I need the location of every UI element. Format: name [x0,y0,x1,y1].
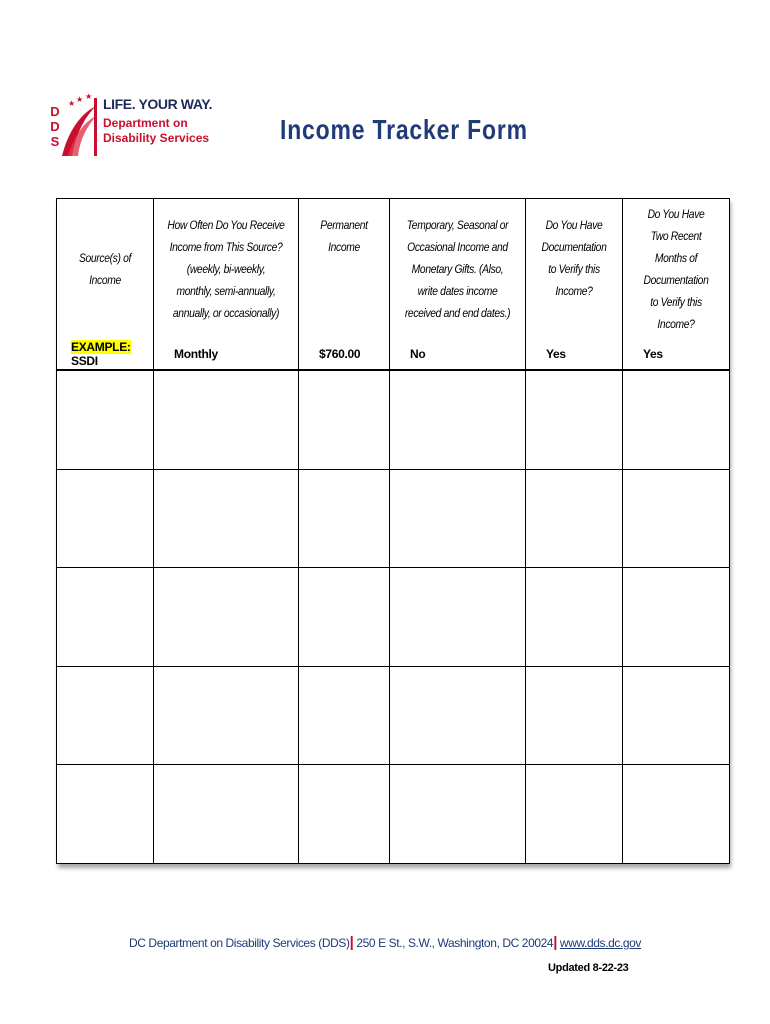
footer-separator: | [553,934,557,951]
header-documentation: Do You Have Documentation to Verify this Income? [526,199,623,340]
temporary-cell[interactable] [390,666,526,765]
example-label: EXAMPLE: [71,340,131,355]
frequency-cell[interactable] [154,568,299,667]
table-row [57,666,730,765]
page-title: Income Tracker Form [280,114,528,145]
header-frequency: How Often Do You Receive Income from This Source? (weekly, bi-weekly, monthly, semi-annually, annually, or occasionally) [154,199,299,340]
two-months-cell[interactable] [623,666,730,765]
temporary-cell[interactable] [390,370,526,469]
header-temporary: Temporary, Seasonal or Occasional Income and Monetary Gifts. (Also, write dates income received and end dates.) [390,199,526,340]
permanent-cell[interactable] [299,765,390,864]
table-row [57,469,730,568]
footer-address: 250 E St., S.W., Washington, DC 20024 [356,936,554,950]
table-row [57,370,730,469]
frequency-cell[interactable] [154,469,299,568]
source-cell[interactable] [57,370,154,469]
example-source: EXAMPLE: SSDI [57,339,154,370]
header-permanent: Permanent Income [299,199,390,340]
example-row [57,339,730,370]
footer-org: DC Department on Disability Services (DDS) [128,936,350,950]
two-months-cell[interactable] [623,765,730,864]
header-source: Source(s) of Income [57,199,154,340]
documentation-cell[interactable] [526,568,623,667]
permanent-cell[interactable] [299,666,390,765]
temporary-cell[interactable] [390,568,526,667]
header-two-months: Do You Have Two Recent Months of Documentation to Verify this Income? [623,199,730,340]
logo-divider [94,98,97,156]
table-row [57,765,730,864]
header-row [57,199,730,340]
temporary-cell[interactable] [390,469,526,568]
documentation-cell[interactable] [526,469,623,568]
documentation-cell[interactable] [526,370,623,469]
logo-org-name: Department on Disability Services [103,116,210,145]
source-cell[interactable] [57,469,154,568]
two-months-cell[interactable] [623,370,730,469]
documentation-cell[interactable] [526,765,623,864]
frequency-cell[interactable] [154,666,299,765]
logo-letters: D D S [50,104,60,149]
source-cell[interactable] [57,568,154,667]
footer-separator: | [349,934,354,951]
income-tracker-sheet [56,198,729,864]
income-table [56,198,730,864]
frequency-cell[interactable] [154,370,299,469]
svg-text:★: ★ [76,95,84,104]
svg-text:★: ★ [68,99,76,108]
two-months-cell[interactable] [623,568,730,667]
source-cell[interactable] [57,765,154,864]
source-cell[interactable] [57,666,154,765]
updated-date: Updated 8-22-23 [548,962,629,974]
two-months-cell[interactable] [623,469,730,568]
footer-website-link[interactable]: www.dds.dc.gov [559,936,642,950]
permanent-cell[interactable] [299,370,390,469]
permanent-cell[interactable] [299,568,390,667]
example-temporary: No [390,339,526,370]
example-permanent: $760.00 [299,339,390,370]
permanent-cell[interactable] [299,469,390,568]
table-row [57,568,730,667]
logo-tagline: LIFE. YOUR WAY. [103,96,213,112]
frequency-cell[interactable] [154,765,299,864]
svg-text:★: ★ [85,92,93,101]
example-two-months: Yes [623,339,730,370]
example-documentation: Yes [526,339,623,370]
footer [0,934,770,951]
example-frequency: Monthly [154,339,299,370]
dds-logo [48,92,213,162]
temporary-cell[interactable] [390,765,526,864]
documentation-cell[interactable] [526,666,623,765]
